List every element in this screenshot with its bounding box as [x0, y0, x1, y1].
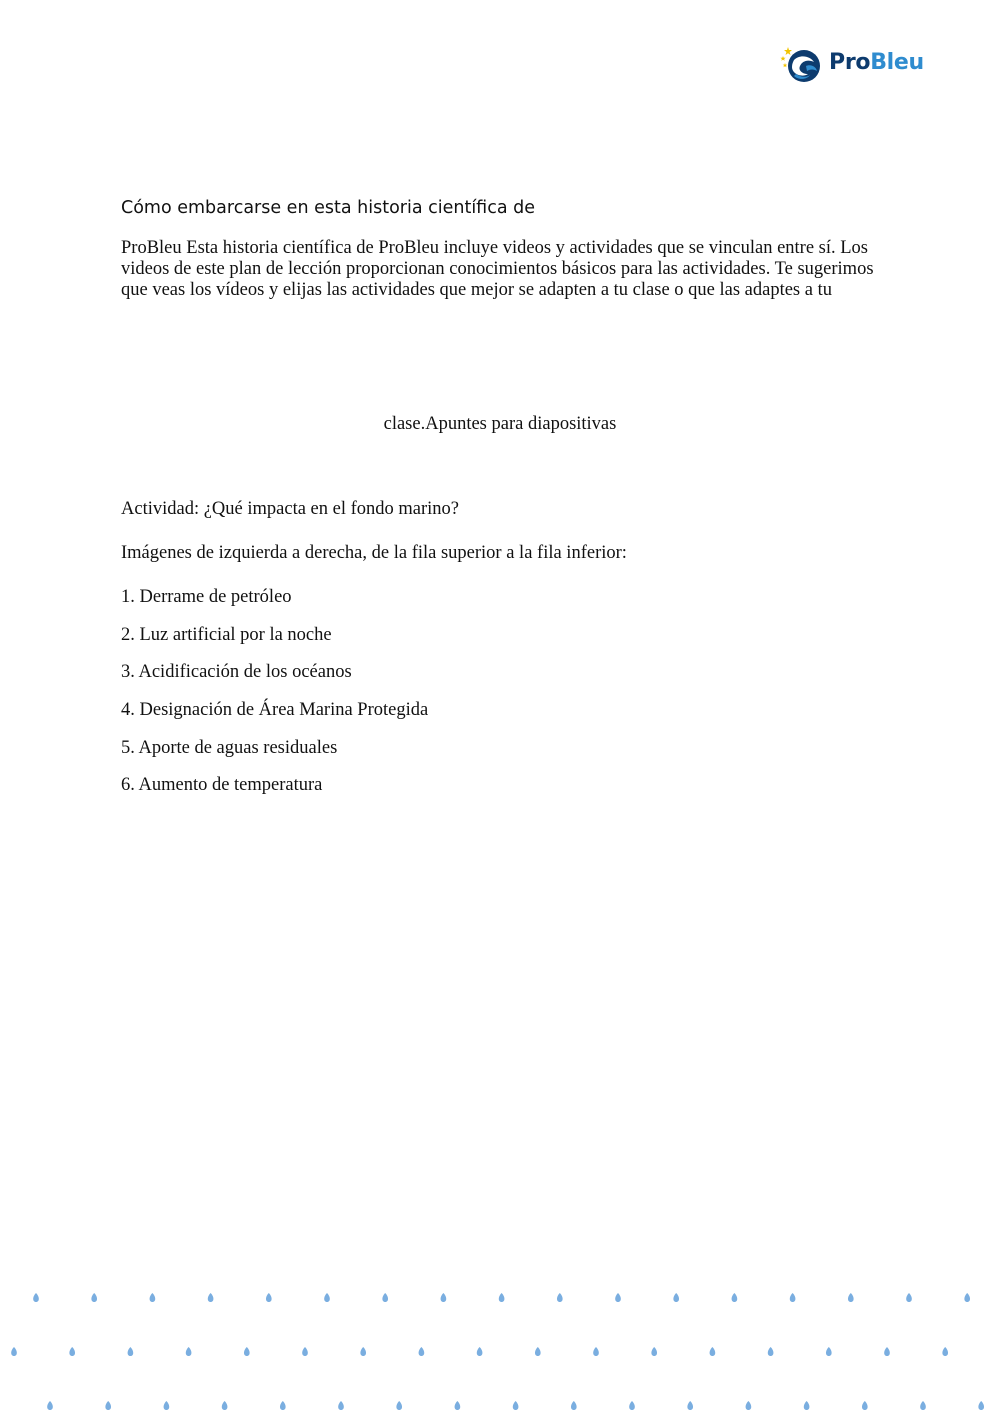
water-drop-icon	[593, 1347, 599, 1356]
water-drop-icon	[804, 1401, 810, 1410]
water-drop-icon	[615, 1293, 621, 1302]
water-drop-icon	[280, 1401, 286, 1410]
water-drop-icon	[978, 1401, 984, 1410]
impact-list	[121, 587, 428, 813]
list-item: 5. Aporte de aguas residuales	[121, 737, 338, 758]
water-drop-icon	[477, 1347, 483, 1356]
logo-bleu-text: Bleu	[870, 50, 924, 75]
water-drop-icon	[687, 1401, 693, 1410]
water-drop-icon	[360, 1347, 366, 1356]
water-drop-icon	[826, 1347, 832, 1356]
water-drop-icon	[324, 1293, 330, 1302]
water-drop-icon	[920, 1401, 926, 1410]
section-heading: Cómo embarcarse en esta historia científica de	[121, 198, 535, 218]
water-drop-icon	[790, 1293, 796, 1302]
water-drop-icon	[150, 1293, 156, 1302]
intro-paragraph: ProBleu Esta historia científica de ProBleu incluye videos y actividades que se vinculan entre sí. Los videos de este plan de lección proporcionan conocimientos básicos para las actividades. Te sugerimos que veas los vídeos y elijas las actividades que mejor se adapten a tu clase o que las adaptes a tu	[121, 238, 874, 300]
water-drop-icon	[848, 1293, 854, 1302]
water-drop-icon	[906, 1293, 912, 1302]
water-drop-icon	[673, 1293, 679, 1302]
water-drop-icon	[91, 1293, 97, 1302]
water-drop-icon	[651, 1347, 657, 1356]
water-drop-icon	[266, 1293, 272, 1302]
water-drop-icon	[222, 1401, 228, 1410]
logo-wordmark	[829, 50, 924, 75]
water-drop-icon	[105, 1401, 111, 1410]
water-drop-icon	[382, 1293, 388, 1302]
list-item: 1. Derrame de petróleo	[121, 587, 292, 607]
water-drop-icon	[69, 1347, 75, 1356]
probleu-logo	[780, 44, 930, 86]
water-drop-icon	[302, 1347, 308, 1356]
water-drop-icon	[557, 1293, 563, 1302]
water-drop-icon	[164, 1401, 170, 1410]
water-drop-icon	[244, 1347, 250, 1356]
water-drop-icon	[441, 1293, 447, 1302]
water-drop-icon	[768, 1347, 774, 1356]
water-drop-icon	[47, 1401, 53, 1410]
water-drop-icon	[513, 1401, 519, 1410]
images-instructions: Imágenes de izquierda a derecha, de la fila superior a la fila inferior:	[121, 543, 627, 563]
water-drop-icon	[338, 1401, 344, 1410]
water-drop-icon	[396, 1401, 402, 1410]
water-drop-icon	[862, 1401, 868, 1410]
water-drop-icon	[571, 1401, 577, 1410]
water-drop-icon	[33, 1293, 39, 1302]
water-drop-icon	[884, 1347, 890, 1356]
water-drop-icon	[746, 1401, 752, 1410]
water-drop-icon	[710, 1347, 716, 1356]
water-drop-icon	[629, 1401, 635, 1410]
water-drop-icon	[964, 1293, 970, 1302]
water-drop-icon	[208, 1293, 214, 1302]
water-drop-icon	[499, 1293, 505, 1302]
water-drop-icon	[128, 1347, 134, 1356]
list-item: 4. Designación de Área Marina Protegida	[121, 700, 429, 721]
water-drop-icon	[186, 1347, 192, 1356]
water-drop-icon	[455, 1401, 461, 1410]
probleu-swirl-icon	[780, 44, 828, 86]
water-drop-icon	[732, 1293, 738, 1302]
slide-notes-line: clase.Apuntes para diapositivas	[383, 414, 617, 434]
water-drop-icon	[419, 1347, 425, 1356]
water-drop-pattern	[0, 1270, 1000, 1415]
list-item: 6. Aumento de temperatura	[121, 775, 323, 796]
water-drop-icon	[11, 1347, 17, 1356]
water-drop-icon	[535, 1347, 541, 1356]
water-drop-icon	[942, 1347, 948, 1356]
list-item: 2. Luz artificial por la noche	[121, 624, 332, 645]
logo-pro-text: Pro	[829, 50, 871, 75]
activity-title: Actividad: ¿Qué impacta en el fondo marino?	[121, 499, 460, 519]
list-item: 3. Acidificación de los océanos	[121, 662, 352, 683]
